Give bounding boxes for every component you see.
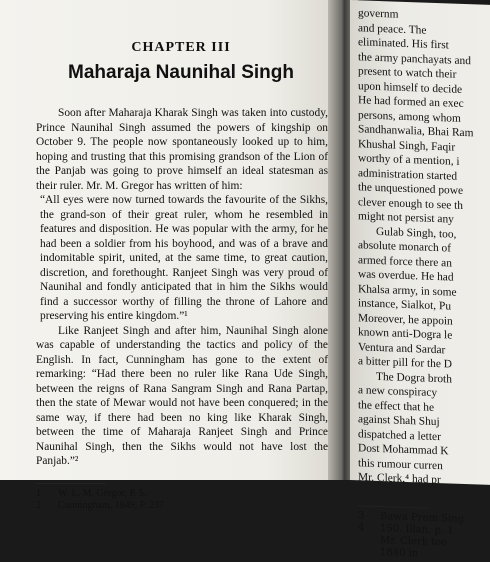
right-page-line: a bitter pill for the D <box>358 355 452 371</box>
footnote-number: 1 <box>36 487 41 499</box>
footnote-rule <box>358 505 428 508</box>
right-page-line: known anti-Dogra le <box>358 326 453 342</box>
footnote-text: Bawa Prem Sing <box>380 510 464 525</box>
right-page-line: worthy of a mention, i <box>358 152 460 168</box>
right-page <box>350 0 490 559</box>
footnotes <box>36 483 328 512</box>
footnote-text: 150. Illan, p. 1 <box>380 522 454 537</box>
right-page-line: the effect that he <box>358 398 435 414</box>
footnote-number <box>358 542 380 543</box>
chapter-label: CHAPTER III <box>131 40 231 55</box>
right-page-line: armed force there an <box>358 253 452 270</box>
footnote-number: 2 <box>36 499 41 511</box>
right-page-line: against Shah Shuj <box>358 413 440 429</box>
right-page-line: instance, Sialkot, Pu <box>358 297 452 313</box>
footnote-text: 1840 in <box>380 546 419 559</box>
right-page-line: The Dogra broth <box>376 370 452 386</box>
right-page-text <box>358 6 490 489</box>
right-page-line: the army panchayats and <box>358 50 471 67</box>
paragraph-intro: Soon after Maharaja Kharak Singh was taken into custody, Prince Naunihal Singh assumed the powers of kingship on October 9. The people now spontaneously looked up to him, hoping and trusting that this promising grandson of the Lion of the Panjab was going to prove himself an ideal statesman as their ruler. Mr. M. Gregor has written of him: <box>36 107 328 192</box>
right-page-line: dispatched a letter <box>358 427 441 443</box>
footnote-text: Mr. Clerk too <box>380 534 448 548</box>
right-page-line: administration started <box>358 166 458 183</box>
right-page-line: was overdue. He had <box>358 268 454 284</box>
footnote-item <box>36 488 328 500</box>
right-page-line: He had formed an exec <box>358 94 464 110</box>
right-page-line: Gulab Singh, too, <box>376 225 457 241</box>
footnote-number <box>358 554 380 555</box>
right-page-line: persons, among whom <box>358 108 461 125</box>
right-page-line: Mr. Clerk,⁴ had pr <box>358 471 441 487</box>
right-footnotes <box>358 505 490 562</box>
right-page-line: this rumour curren <box>358 456 443 472</box>
right-page-line: and peace. The <box>358 21 427 37</box>
paragraph-cunningham: Like Ranjeet Singh and after him, Naunihal Singh alone was capable of understanding the tactics and policy of the English. In fact, Cunningham has gone to the extent of remarking: “Had there been no ruler like Rana Ude Singh, between the reigns of Rana Sangram Singh and Rana Partap, then the state of Mewar would not have been conquered; in the same way, if there had been no king like Kharak Singh, between the time of Maharaja Ranjeet Singh and Prince Naunihal Singh, then the Sikhs would not have lost the Panjab.”² <box>36 324 328 467</box>
right-page-line: Khushal Singh, Faqir <box>358 137 456 154</box>
chapter-body <box>36 106 328 469</box>
right-page-line: Sandhanwalia, Bhai Ram <box>358 123 474 140</box>
chapter-title: Maharaja Naunihal Singh <box>68 62 294 83</box>
right-page-line: Moreover, he appoin <box>358 311 453 328</box>
right-page-line: present to watch their <box>358 65 457 81</box>
right-page-line: Khalsa army, in some <box>358 282 457 299</box>
right-page-line: Dost Mohammad K <box>358 442 449 458</box>
right-footnote-list <box>358 510 490 562</box>
right-page-line: clever enough to see th <box>358 195 464 212</box>
right-page-line: absolute monarch of <box>358 239 451 255</box>
right-page-line: Ventura and Sardar <box>358 340 446 356</box>
footnote-rule <box>36 483 106 484</box>
right-page-line: eliminated. His first <box>358 36 449 52</box>
right-page-line: governm <box>358 7 399 21</box>
footnote-text: Cunningham, 1849, P. 237 <box>58 499 165 511</box>
right-page-line: upon himself to decide <box>358 79 463 96</box>
right-page-line: a new conspiracy <box>358 384 438 400</box>
paragraph-quote: “All eyes were now turned towards the favourite of the Sikhs, the grand-son of their great ruler, whom he resembled in features and disposition. He was popular with the army, for he had been a soldier from his boyhood, and was of a brave and indomitable spirit, united, at the same time, to great caution, discretion, and forethought. Ranjeet Singh was very proud of Naunihal and fondly anticipated that in him the Sikhs would find a successor worthy of filling the throne of Lahore and preserving his entire kingdom.”¹ <box>40 194 328 322</box>
right-page-line: the unquestioned powe <box>358 181 464 197</box>
footnote-number: 3 <box>358 509 365 522</box>
right-page-line: might not persist any <box>358 210 454 226</box>
footnote-text: W. L. M. Gregor, P. 5. <box>58 487 147 499</box>
footnote-number: 4 <box>358 521 365 534</box>
footnote-item <box>36 500 328 512</box>
